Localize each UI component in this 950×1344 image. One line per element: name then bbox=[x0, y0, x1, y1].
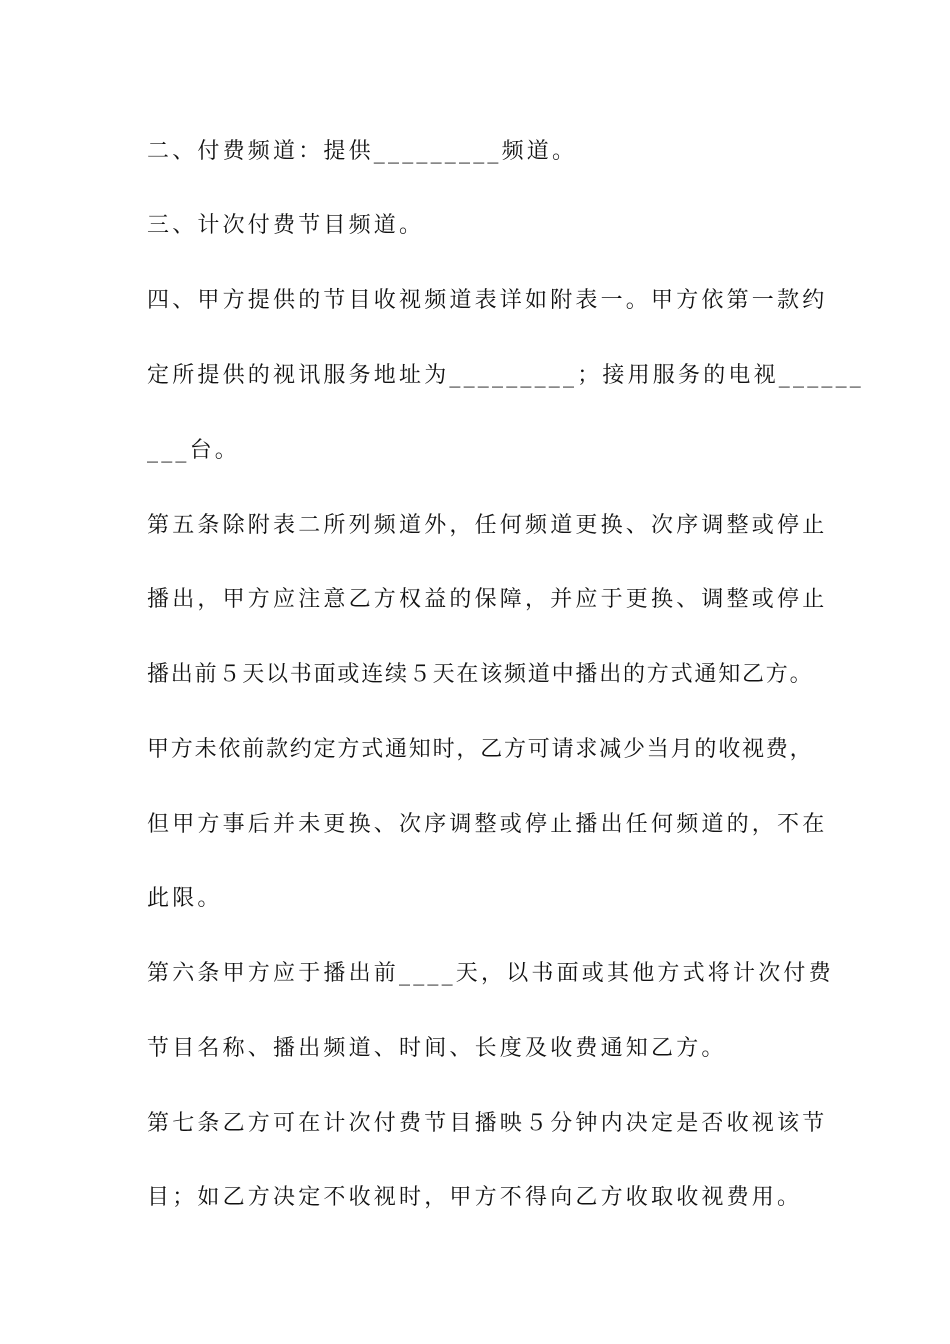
text-line-4: 定所提供的视讯服务地址为_________；接用服务的电视______ bbox=[147, 363, 865, 388]
text-line-14: 第七条乙方可在计次付费节目播映５分钟内决定是否收视该节 bbox=[147, 1111, 828, 1136]
text-line-3: 四、甲方提供的节目收视频道表详如附表一。甲方依第一款约 bbox=[147, 288, 828, 313]
text-line-8: 播出前５天以书面或连续５天在该频道中播出的方式通知乙方。 bbox=[147, 662, 814, 687]
text-line-10: 但甲方事后并未更换、次序调整或停止播出任何频道的，不在 bbox=[147, 812, 828, 837]
text-line-5: ___台。 bbox=[147, 438, 241, 463]
text-line-11: 此限。 bbox=[147, 886, 223, 911]
text-line-15: 目；如乙方决定不收视时，甲方不得向乙方收取收视费用。 bbox=[147, 1185, 803, 1210]
text-line-2: 三、计次付费节目频道。 bbox=[147, 213, 425, 238]
text-line-9: 甲方未依前款约定方式通知时，乙方可请求减少当月的收视费， bbox=[147, 737, 814, 762]
text-line-7: 播出，甲方应注意乙方权益的保障，并应于更换、调整或停止 bbox=[147, 587, 828, 612]
text-line-6: 第五条除附表二所列频道外，任何频道更换、次序调整或停止 bbox=[147, 513, 828, 538]
text-line-12: 第六条甲方应于播出前____天，以书面或其他方式将计次付费 bbox=[147, 961, 834, 986]
text-line-13: 节目名称、播出频道、时间、长度及收费通知乙方。 bbox=[147, 1036, 727, 1061]
text-line-1: 二、付费频道：提供_________频道。 bbox=[147, 139, 578, 164]
